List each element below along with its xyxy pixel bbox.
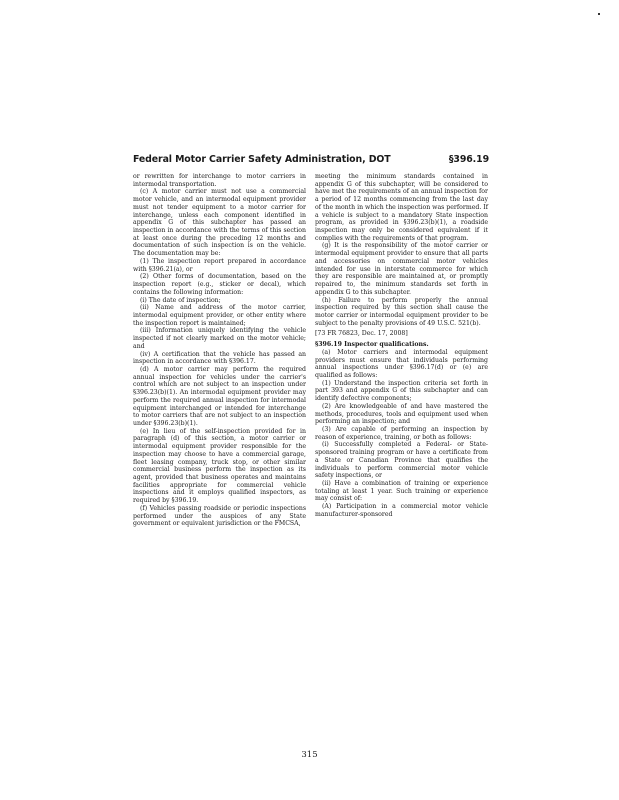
section-heading: §396.19 Inspector qualifications. bbox=[315, 341, 429, 349]
paragraph: (ii) Have a combination of training or experience totaling at least 1 year. Such training or experience may consist of: bbox=[315, 480, 488, 503]
paragraph: (3) Are capable of performing an inspection by reason of experience, training, or both as follows: bbox=[315, 426, 488, 441]
paragraph: (d) A motor carrier may perform the required annual inspection for vehicles under the carrier's control which are not subject to an inspection under §396.23(b)(1). An intermodal equipment provider may perform the required annual inspection for intermodal equipment interchanged or intended for interchange to motor carriers that are not subject to an inspection under §396.23(b)(1). bbox=[133, 365, 306, 427]
page-number: 315 bbox=[301, 750, 318, 760]
paragraph: (a) Motor carriers and intermodal equipment providers must ensure that individuals performing annual inspections under §396.17(d) or (e) are qualified as follows: bbox=[315, 348, 488, 379]
paragraph: (1) Understand the inspection criteria set forth in part 393 and appendix G of this subchapter and can identify defective components; bbox=[315, 379, 488, 403]
paragraph: (A) Participation in a commercial motor vehicle manufacturer-sponsored bbox=[315, 503, 488, 518]
left-column bbox=[133, 173, 306, 528]
page-speck bbox=[598, 13, 600, 15]
paragraph: (g) It is the responsibility of the motor carrier or intermodal equipment provider to ensure that all parts and accessories on commercial motor vehicles intended for use in interstate commerce for which they are responsible are maintained at, or promptly repaired to, the minimum standards set forth in appendix G to this subchapter. bbox=[315, 242, 488, 296]
paragraph: (e) In lieu of the self-inspection provided for in paragraph (d) of this section, a motor carrier or intermodal equipment provider responsible for the inspection may choose to have a commercial garage, fleet leasing company, truck stop, or other similar commercial business perform the inspection as its agent, provided that business operates and maintains facilities appropriate for commercial vehicle inspections and it employs qualified inspectors, as required by §396.19. bbox=[133, 427, 306, 505]
paragraph: (iv) A certification that the vehicle has passed an inspection in accordance with §396.17. bbox=[133, 350, 306, 366]
paragraph: (1) The inspection report prepared in accordance with §396.21(a), or bbox=[133, 257, 306, 273]
paragraph: (2) Other forms of documentation, based on the inspection report (e.g., sticker or decal), which contains the following information: bbox=[133, 273, 306, 296]
right-column bbox=[315, 173, 488, 519]
paragraph: (ii) Name and address of the motor carrier, intermodal equipment provider, or other entity where the inspection report is maintained; bbox=[133, 304, 306, 327]
header-agency: Federal Motor Carrier Safety Administration, DOT bbox=[133, 154, 391, 165]
paragraph: (h) Failure to perform properly the annual inspection required by this section shall cause the motor carrier or intermodal equipment provider to be subject to the penalty provisions of 49 U.S.C. 521(b). bbox=[315, 296, 488, 327]
source-citation: [73 FR 76823, Dec. 17, 2008] bbox=[315, 330, 408, 338]
running-header bbox=[133, 154, 489, 168]
paragraph: (f) Vehicles passing roadside or periodic inspections performed under the auspices of any State government or equivalent jurisdiction or the FMCSA, bbox=[133, 504, 306, 528]
paragraph: meeting the minimum standards contained in appendix G of this subchapter, will be considered to have met the requirements of an annual inspection for a period of 12 months commencing from the last day of the month in which the inspection was performed. If a vehicle is subject to a mandatory State inspection program, as provided in §396.23(b)(1), a roadside inspection may only be considered equivalent if it complies with the requirements of that program. bbox=[315, 173, 489, 242]
paragraph: or rewritten for interchange to motor carriers in intermodal transportation. bbox=[133, 173, 306, 188]
paragraph: (2) Are knowledgeable of and have mastered the methods, procedures, tools and equipment used when performing an inspection; and bbox=[315, 402, 488, 426]
paragraph: (i) The date of inspection; bbox=[140, 296, 221, 304]
paragraph: (iii) Information uniquely identifying the vehicle inspected if not clearly marked on the motor vehicle; and bbox=[133, 327, 306, 350]
paragraph: (i) Successfully completed a Federal- or State-sponsored training program or have a certificate from a State or Canadian Province that qualifies the individuals to perform commercial motor vehicle safety inspections, or bbox=[315, 441, 488, 480]
paragraph: (c) A motor carrier must not use a commercial motor vehicle, and an intermodal equipment provider must not tender equipment to a motor carrier for interchange, unless each component identified in appendix G of this subchapter has passed an inspection in accordance with the terms of this section at least once during the preceding 12 months and documentation of such inspection is on the vehicle. The documentation may be: bbox=[133, 188, 306, 258]
header-section: §396.19 bbox=[448, 154, 489, 165]
